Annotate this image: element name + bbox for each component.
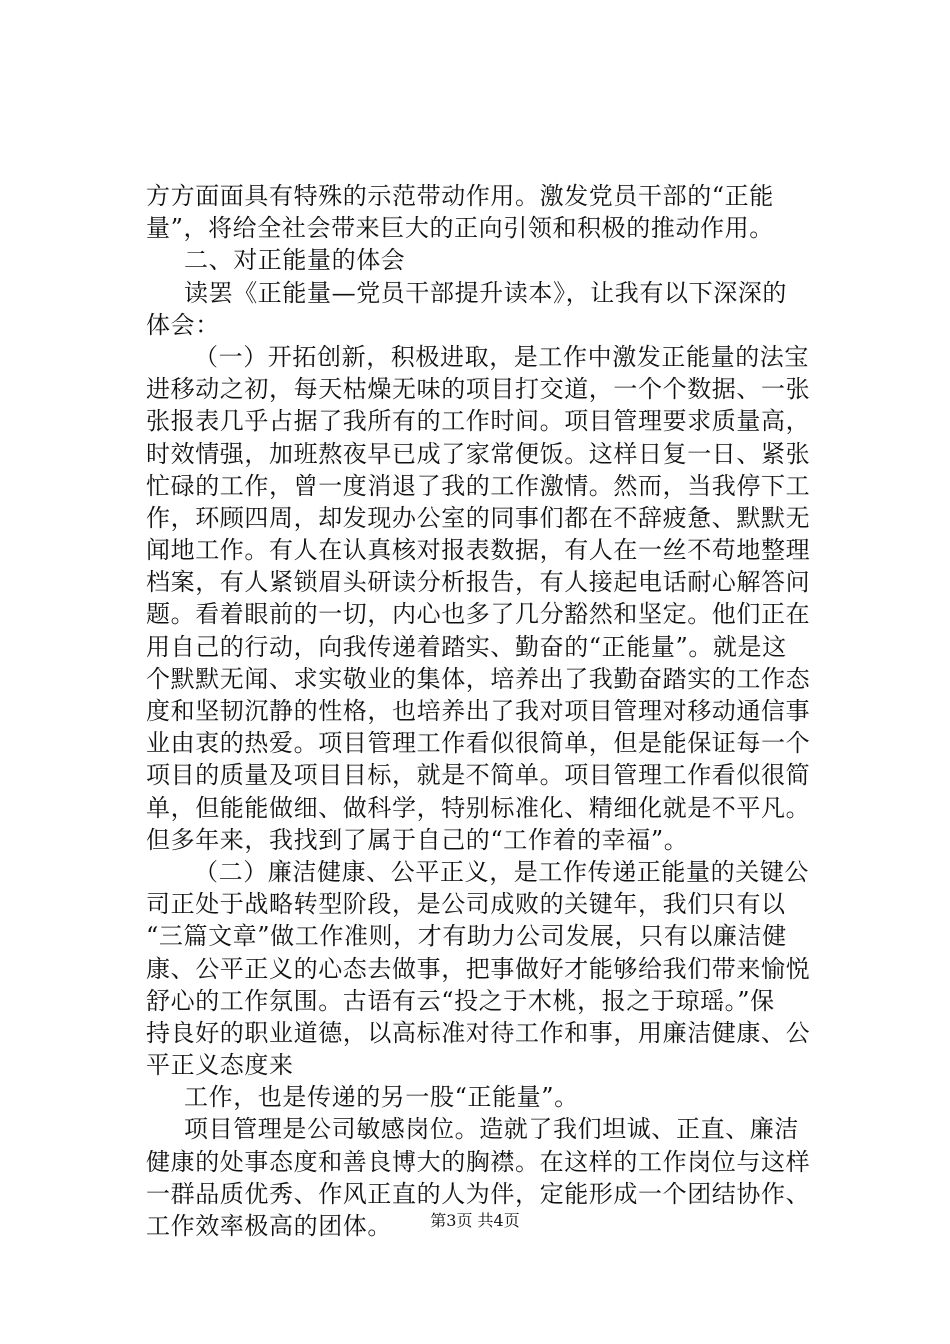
text-line: 司正处于战略转型阶段，是公司成败的关键年，我们只有以 [146, 890, 786, 919]
text-line: 项目管理是公司敏感岗位。造就了我们坦诚、正直、廉洁 [184, 1115, 799, 1144]
text-line: 时效情强，加班熬夜早已成了家常便饭。这样日复一日、紧张 [146, 439, 811, 468]
text-line: 进移动之初，每天枯燥无味的项目打交道，一个个数据、一张 [146, 375, 811, 404]
text-line: 读罢《正能量—党员干部提升读本》，让我有以下深深的 [184, 278, 787, 307]
document-body [146, 180, 832, 1242]
subsection-heading: （一）开拓创新，积极进取，是工作中激发正能量的法宝 [194, 342, 809, 371]
text-line: 忙碌的工作，曾一度消退了我的工作激情。然而，当我停下工 [146, 471, 811, 500]
text-line: 单，但能能做细、做科学，特别标准化、精细化就是不平凡。 [146, 793, 811, 822]
text-line: 持良好的职业道德，以高标准对待工作和事，用廉洁健康、公 [146, 1018, 811, 1047]
text-line: 个默默无闻、求实敬业的集体，培养出了我勤奋踏实的工作态 [146, 664, 811, 693]
text-line: 题。看着眼前的一切，内心也多了几分豁然和坚定。他们正在 [146, 600, 811, 629]
text-line: 平正义态度来 [146, 1051, 294, 1080]
text-line: 方方面面具有特殊的示范带动作用。激发党员干部的“正能 [146, 182, 774, 210]
text-line: 工作效率极高的团体。 [146, 1212, 392, 1240]
text-line: 量”，将给全社会带来巨大的正向引领和积极的推动作用。 [146, 214, 774, 243]
text-line: 一群品质优秀、作风正直的人为伴，定能形成一个团结协作、 [146, 1179, 811, 1208]
text-line: 闻地工作。有人在认真核对报表数据，有人在一丝不苟地整理 [146, 536, 811, 565]
text-line: 张报表几乎占据了我所有的工作时间。项目管理要求质量高， [146, 407, 811, 436]
subsection-heading: （二）廉洁健康、公平正义，是工作传递正能量的关键公 [194, 857, 809, 886]
text-line: 业由衷的热爱。项目管理工作看似很简单，但是能保证每一个 [146, 729, 811, 758]
text-line: 健康的处事态度和善良博大的胸襟。在这样的工作岗位与这样 [146, 1147, 811, 1176]
text-line: 用自己的行动，向我传递着踏实、勤奋的“正能量”。就是这 [146, 632, 787, 661]
text-line: 度和坚韧沉静的性格，也培养出了我对项目管理对移动通信事 [146, 697, 811, 725]
text-line: 体会： [146, 310, 220, 339]
text-line: 项目的质量及项目目标，就是不简单。项目管理工作看似很简 [146, 761, 811, 790]
text-line: 作，环顾四周，却发现办公室的同事们都在不辞疲惫、默默无 [146, 503, 811, 532]
text-line: 康、公平正义的心态去做事，把事做好才能够给我们带来愉悦 [146, 954, 811, 983]
text-line: “三篇文章”做工作准则，才有助力公司发展，只有以廉洁健 [146, 922, 787, 951]
section-heading: 二、对正能量的体会 [184, 246, 406, 275]
text-line: 但多年来，我找到了属于自己的“工作着的幸福”。 [146, 825, 689, 854]
page-number-footer: 第3页 共4页 [430, 1211, 520, 1230]
text-line: 工作，也是传递的另一股“正能量”。 [184, 1083, 579, 1112]
text-line: 舒心的工作氛围。古语有云“投之于木桃，报之于琼瑶。”保 [146, 986, 775, 1015]
text-line: 档案，有人紧锁眉头研读分析报告，有人接起电话耐心解答问 [146, 568, 811, 597]
